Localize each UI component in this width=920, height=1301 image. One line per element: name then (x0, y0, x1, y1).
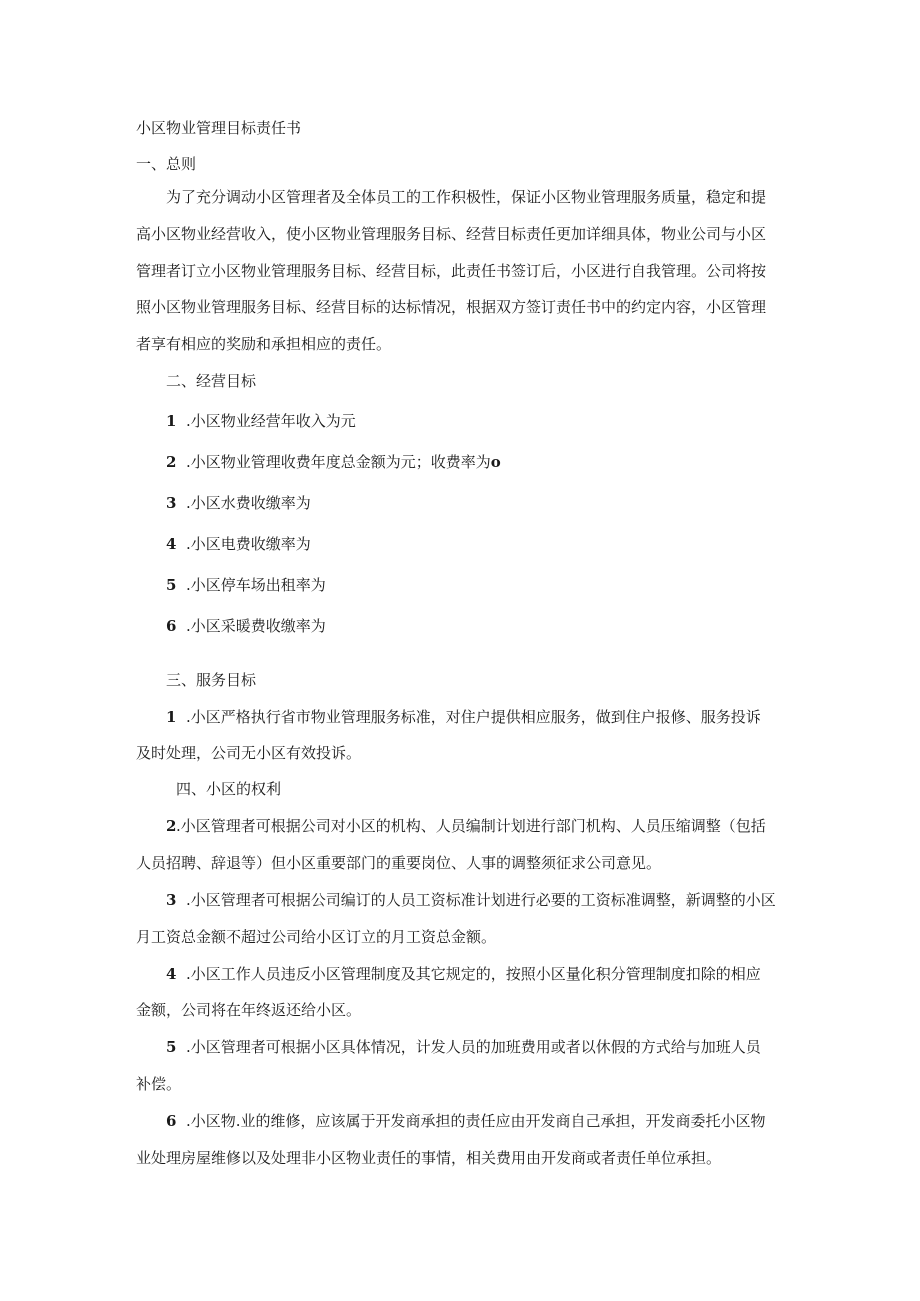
rights-item (166, 1111, 766, 1131)
business-item (166, 616, 326, 636)
rights-item-continuation: 人员招聘、辞退等）但小区重要部门的重要岗位、人事的调整须征求公司意见。 (136, 854, 662, 872)
service-item (166, 707, 761, 727)
section-heading-business: 二、经营目标 (166, 372, 257, 390)
business-item (166, 411, 356, 431)
general-paragraph-line: 管理者订立小区物业管理服务目标、经营目标，此责任书签订后，小区进行自我管理。公司将按 (136, 262, 767, 280)
rights-item-number: 4 (166, 965, 177, 983)
rights-item-continuation: 月工资总金额不超过公司给小区订立的月工资总金额。 (136, 928, 497, 946)
rights-item-number: 2 (166, 817, 177, 835)
rights-item-text: .小区工作人员违反小区管理制度及其它规定的，按照小区量化积分管理制度扣除的相应 (186, 965, 761, 983)
business-item-text: .小区采暖费收缴率为 (186, 617, 326, 635)
business-item-text: .小区物业经营年收入为元 (186, 412, 356, 430)
general-paragraph-line: 者享有相应的奖励和承担相应的责任。 (136, 335, 392, 353)
rights-item (166, 1037, 761, 1057)
business-item-number: 4 (166, 535, 177, 553)
business-item-text: .小区电费收缴率为 (186, 535, 311, 553)
rights-item-continuation: 金额，公司将在年终返还给小区。 (136, 1001, 362, 1019)
general-paragraph-line: 照小区物业管理服务目标、经营目标的达标情况，根据双方签订责任书中的约定内容，小区管理 (136, 298, 767, 316)
business-item-number: 2 (166, 453, 177, 471)
service-item-number: 1 (166, 708, 177, 726)
business-item-text: .小区停车场出租率为 (186, 576, 326, 594)
document-title: 小区物业管理目标责任书 (136, 119, 302, 137)
business-item-text: .小区物业管理收费年度总金额为元；收费率为 (186, 453, 491, 471)
section-heading-general: 一、总则 (136, 155, 197, 173)
service-item-text: .小区严格执行省市物业管理服务标准，对住户提供相应服务，做到住户报修、服务投诉 (186, 708, 761, 726)
business-item (166, 493, 311, 513)
business-item (166, 452, 501, 472)
section-heading-rights: 四、小区的权利 (176, 780, 282, 798)
business-item-number: 5 (166, 576, 177, 594)
rights-item-continuation: 业处理房屋维修以及处理非小区物业责任的事情，相关费用由开发商或者责任单位承担。 (136, 1149, 722, 1167)
rights-item-number: 6 (166, 1112, 177, 1130)
rights-item (166, 964, 761, 984)
general-paragraph-line: 为了充分调动小区管理者及全体员工的工作积极性，保证小区物业管理服务质量，稳定和提 (166, 188, 767, 206)
rights-item-text: .小区管理者可根据小区具体情况，计发人员的加班费用或者以休假的方式给与加班人员 (186, 1038, 761, 1056)
business-item-number: 3 (166, 494, 177, 512)
business-item-number: 6 (166, 617, 177, 635)
rights-item-continuation: 补偿。 (136, 1075, 182, 1093)
rights-item (166, 890, 776, 910)
rights-item-text: .小区物.业的维修，应该属于开发商承担的责任应由开发商自己承担，开发商委托小区物 (186, 1112, 766, 1130)
rights-item-text: .小区管理者可根据公司编订的人员工资标准计划进行必要的工资标准调整，新调整的小区 (186, 891, 776, 909)
general-paragraph-line: 高小区物业经营收入，使小区物业管理服务目标、经营目标责任更加详细具体，物业公司与小区 (136, 225, 767, 243)
rights-item-number: 3 (166, 891, 177, 909)
business-item (166, 534, 311, 554)
rights-item (166, 816, 766, 836)
business-item-number: 1 (166, 412, 177, 430)
section-heading-service: 三、服务目标 (166, 671, 257, 689)
rights-item-text: .小区管理者可根据公司对小区的机构、人员编制计划进行部门机构、人员压缩调整（包括 (176, 817, 766, 835)
business-item (166, 575, 326, 595)
business-item-text: .小区水费收缴率为 (186, 494, 311, 512)
business-item-tail: o (490, 453, 501, 471)
rights-item-number: 5 (166, 1038, 177, 1056)
service-item-continuation: 及时处理，公司无小区有效投诉。 (136, 744, 362, 762)
